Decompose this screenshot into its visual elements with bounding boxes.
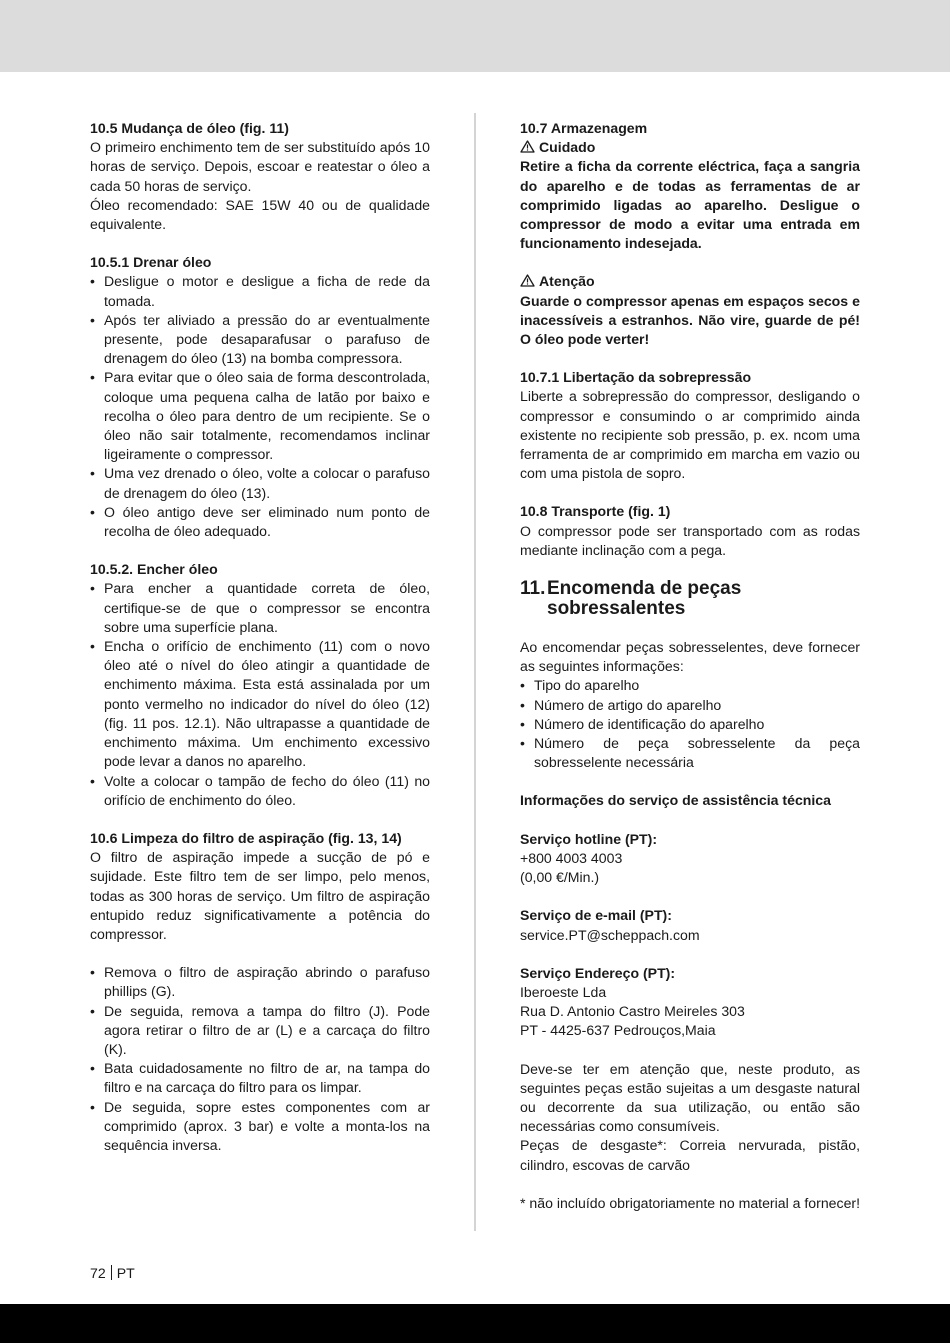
- page-number: 72: [90, 1265, 106, 1281]
- warning-icon: [520, 274, 535, 287]
- list-item: • Desligue o motor e desligue a ficha de rede da tomada.: [90, 272, 430, 310]
- list-item: • Remova o filtro de aspiração abrindo o parafuso phillips (G).: [90, 963, 430, 1001]
- fill-oil-list: [90, 579, 430, 809]
- email-address: service.PT@scheppach.com: [520, 926, 700, 943]
- section-10-6-title: 10.6 Limpeza do filtro de aspiração (fig. 13, 14): [90, 829, 402, 846]
- section-11-title-line1: Encomenda de peças: [547, 578, 742, 600]
- column-divider: [474, 113, 476, 1231]
- list-item: • De seguida, remova a tampa do filtro (J). Pode agora retirar o filtro de ar (L) e a carcaça do filtro (K).: [90, 1002, 430, 1060]
- page-footer: [90, 1264, 135, 1283]
- list-item: • Número de peça sobresselente da peça sobresselente necessária: [520, 734, 860, 772]
- list-item: • Uma vez drenado o óleo, volte a colocar o parafuso de drenagem do óleo (13).: [90, 464, 430, 502]
- language-code: PT: [116, 1265, 135, 1281]
- caution-label: Cuidado: [539, 139, 596, 156]
- list-item: • Tipo do aparelho: [520, 676, 860, 695]
- footer-band: [0, 1304, 950, 1343]
- section-10-5-2-title: 10.5.2. Encher óleo: [90, 561, 218, 578]
- section-11-number: 11.: [520, 578, 546, 600]
- list-item: • De seguida, sopre estes componentes com ar comprimido (aprox. 3 bar) e volte a monta-los na sequência inversa.: [90, 1098, 430, 1156]
- attention-label: Atenção: [539, 273, 595, 290]
- section-10-5-text: O primeiro enchimento tem de ser substituído após 10 horas de serviço. Depois, escoar e reatestar o óleo a cada 50 horas de serviço.: [90, 139, 430, 194]
- section-10-8-text: O compressor pode ser transportado com as rodas mediante inclinação com a pega.: [520, 522, 860, 558]
- header-band: [0, 0, 950, 72]
- email-title: Serviço de e-mail (PT):: [520, 907, 672, 924]
- attention-text: Guarde o compressor apenas em espaços secos e inacessíveis a estranhos. Não vire, guarde de pé! O óleo pode verter!: [520, 292, 860, 348]
- hotline-number: +800 4003 4003: [520, 849, 623, 866]
- address-line: PT - 4425-637 Pedrouços,Maia: [520, 1022, 716, 1039]
- warning-icon: [520, 140, 535, 153]
- attention-heading: [520, 272, 860, 291]
- section-10-7-1-text: Liberte a sobrepressão do compressor, desligando o compressor e consumindo o ar comprimido ainda existente no recipiente sob pressão, p. ex. ncom uma ferramenta de ar comprimido em marcha em vazio ou com uma pistola de sopro.: [520, 388, 860, 482]
- footnote: * não incluído obrigatoriamente no material a fornecer!: [520, 1194, 861, 1211]
- section-10-6-text: O filtro de aspiração impede a sucção de pó e sujidade. Este filtro tem de ser limpo, pelo menos, todas as 300 horas de serviço. Um filtro de aspiração entupido reduz significativamente a potência do compressor.: [90, 849, 430, 942]
- section-10-8-title: 10.8 Transporte (fig. 1): [520, 503, 671, 520]
- section-10-7-title: 10.7 Armazenagem: [520, 120, 648, 136]
- wear-parts-list-text: Peças de desgaste*: Correia nervurada, pistão, cilindro, escovas de carvão: [520, 1137, 860, 1173]
- service-info-title: Informações do serviço de assistência técnica: [520, 792, 831, 809]
- list-item: • Após ter aliviado a pressão do ar eventualmente presente, pode desaparafusar o parafuso de drenagem do óleo (13) na bomba compressora.: [90, 311, 430, 369]
- section-10-5-1-title: 10.5.1 Drenar óleo: [90, 254, 212, 271]
- list-item: • Para encher a quantidade correta de óleo, certifique-se de que o compressor se encontra sobre uma superfície plana.: [90, 579, 430, 637]
- hotline-title: Serviço hotline (PT):: [520, 830, 658, 847]
- caution-text: Retire a ficha da corrente eléctrica, faça a sangria do aparelho e de todas as ferramentas de ar comprimido ligadas ao aparelho. Desligue o compressor de modo a evitar uma entrada em funcionamento indesejada.: [520, 158, 860, 252]
- list-item: • Encha o orifício de enchimento (11) com o novo óleo até o nível do óleo atingir a quantidade de enchimento máxima. Esta está assinalada por um ponto vermelho no indicador do nível do óleo (12) (fig. 11 pos. 12.1). Não ultrapasse a quantidade de enchimento máxima. Um enchimento excessivo pode levar a danos no aparelho.: [90, 637, 430, 771]
- list-item: • Número de artigo do aparelho: [520, 696, 860, 715]
- address-title: Serviço Endereço (PT):: [520, 964, 676, 981]
- spare-parts-list: [520, 676, 860, 772]
- address-line: Iberoeste Lda: [520, 983, 607, 1000]
- section-10-5-title: 10.5 Mudança de óleo (fig. 11): [90, 120, 289, 136]
- section-10-5-oil-text: Óleo recomendado: SAE 15W 40 ou de qualidade equivalente.: [90, 196, 430, 233]
- list-item: • Número de identificação do aparelho: [520, 715, 860, 734]
- list-item: • Bata cuidadosamente no filtro de ar, na tampa do filtro e na carcaça do filtro para os limpar.: [90, 1059, 430, 1097]
- address-line: Rua D. Antonio Castro Meireles 303: [520, 1003, 745, 1020]
- list-item: • Volte a colocar o tampão de fecho do óleo (11) no orifício de enchimento do óleo.: [90, 772, 430, 810]
- hotline-price: (0,00 €/Min.): [520, 869, 600, 886]
- filter-cleaning-list: [90, 963, 430, 1155]
- caution-heading: [520, 138, 860, 157]
- list-item: • Para evitar que o óleo saia de forma descontrolada, coloque uma pequena calha de latão por baixo e recolha o óleo para dentro de um recipiente. Se o óleo não sair totalmente, recomendamos inclinar ligeiramente o compressor.: [90, 368, 430, 464]
- section-11-title-line2: sobressalentes: [547, 598, 686, 620]
- section-11-title: [520, 579, 860, 619]
- wear-parts-text: Deve-se ter em atenção que, neste produto, as seguintes peças estão sujeitas a um desgaste natural ou decorrente da sua utilização, ou então são necessárias como consumíveis.: [520, 1060, 860, 1135]
- footer-separator: [111, 1265, 112, 1280]
- drain-oil-list: [90, 272, 430, 541]
- section-10-7-1-title: 10.7.1 Libertação da sobrepressão: [520, 369, 752, 386]
- right-column: [520, 119, 860, 1213]
- list-item: • O óleo antigo deve ser eliminado num ponto de recolha de óleo adequado.: [90, 503, 430, 541]
- left-column: [90, 119, 430, 1155]
- section-11-intro: Ao encomendar peças sobresselentes, deve fornecer as seguintes informações:: [520, 639, 860, 675]
